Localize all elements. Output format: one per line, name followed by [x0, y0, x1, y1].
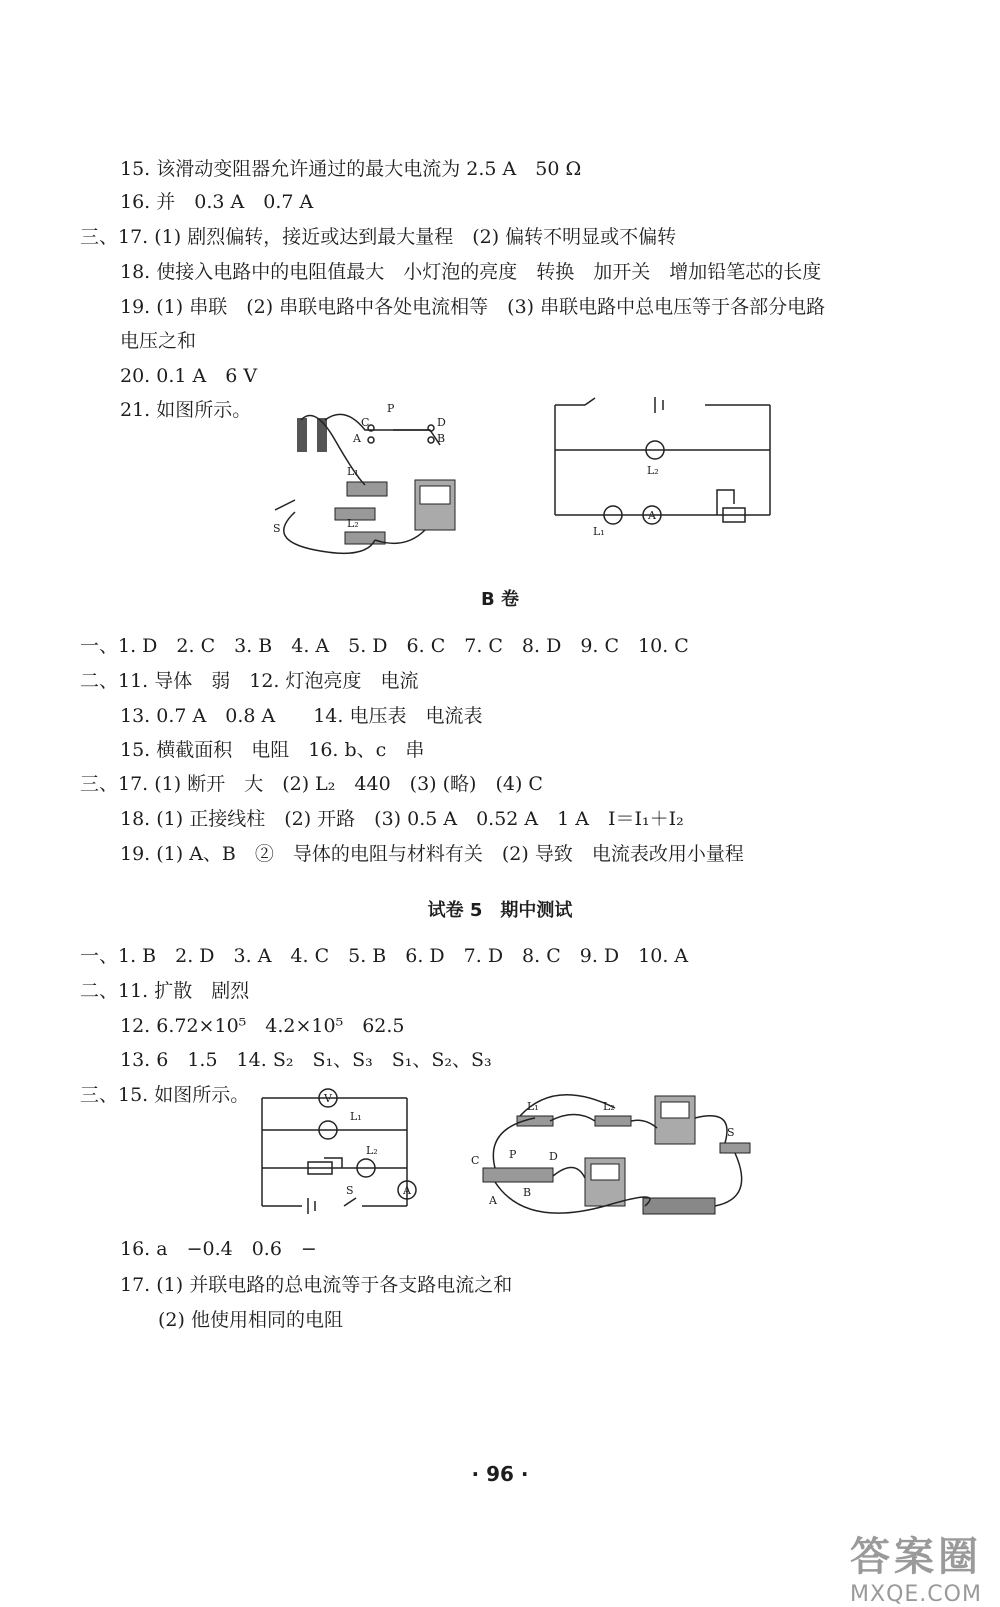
schematic15-label-s: S	[346, 1184, 354, 1197]
wiring15-label-l1: L₁	[527, 1100, 539, 1113]
b-line-5: 三、17. (1) 断开 大 (2) L₂ 440 (3) (略) (4) C	[80, 773, 543, 795]
label-c: C	[361, 416, 370, 429]
schematic15-label-ammeter: A	[403, 1184, 411, 1197]
b-line-2: 二、11. 导体 弱 12. 灯泡亮度 电流	[80, 670, 419, 692]
wiring15-label-s: S	[727, 1126, 735, 1139]
schematic15-label-l1: L₁	[350, 1110, 362, 1123]
label-s: S	[273, 522, 281, 535]
label-d: D	[437, 416, 446, 429]
watermark-logo: 答案圈	[850, 1534, 982, 1580]
answer-line-16: 16. 并 0.3 A 0.7 A	[120, 191, 314, 213]
wiring15-label-b: B	[523, 1186, 532, 1199]
watermark	[850, 1525, 982, 1607]
t5-line-4: 13. 6 1.5 14. S₂ S₁、S₃ S₁、S₂、S₃	[120, 1049, 492, 1071]
label-l2: L₂	[347, 517, 359, 530]
t5-line-16: 16. a −0.4 0.6 −	[120, 1238, 317, 1260]
schematic15-label-l2: L₂	[366, 1144, 378, 1157]
t5-line-17-cont: (2) 他使用相同的电阻	[158, 1309, 343, 1331]
schematic-label-l2: L₂	[647, 464, 659, 477]
label-p: P	[387, 402, 395, 415]
wiring15-label-a: A	[489, 1194, 497, 1207]
watermark-url: MXQE.COM	[850, 1582, 982, 1607]
answer-line-19-cont: 电压之和	[120, 330, 197, 352]
schematic-label-l1: L₁	[593, 525, 605, 538]
section-b-heading: B 卷	[481, 589, 519, 610]
schematic-15	[262, 1088, 412, 1213]
page-number: · 96 ·	[471, 1462, 529, 1486]
answer-line-19: 19. (1) 串联 (2) 串联电路中各处电流相等 (3) 串联电路中总电压等于各部分电路	[120, 296, 826, 318]
wiring15-label-p: P	[509, 1148, 517, 1161]
schematic15-label-v: V	[324, 1092, 332, 1105]
b-line-4: 15. 横截面积 电阻 16. b、c 串	[120, 739, 425, 761]
answer-line-21: 21. 如图所示。	[120, 399, 252, 421]
answer-line-18: 18. 使接入电路中的电阻值最大 小灯泡的亮度 转换 加开关 增加铅笔芯的长度	[120, 261, 822, 283]
t5-line-3: 12. 6.72×10⁵ 4.2×10⁵ 62.5	[120, 1015, 405, 1037]
label-a: A	[353, 432, 361, 445]
answer-line-17: 三、17. (1) 剧烈偏转，接近或达到最大量程 (2) 偏转不明显或不偏转	[80, 226, 677, 248]
b-line-6: 18. (1) 正接线柱 (2) 开路 (3) 0.5 A 0.52 A 1 A I＝I₁＋I₂	[120, 808, 684, 830]
test5-heading: 试卷 5 期中测试	[427, 900, 573, 921]
t5-line-5: 三、15. 如图所示。	[80, 1084, 250, 1106]
wiring15-label-l2: L₂	[603, 1100, 615, 1113]
answer-line-15: 15. 该滑动变阻器允许通过的最大电流为 2.5 A 50 Ω	[120, 158, 582, 180]
label-b: B	[437, 432, 446, 445]
t5-line-2: 二、11. 扩散 剧烈	[80, 980, 250, 1002]
b-line-3: 13. 0.7 A 0.8 A 14. 电压表 电流表	[120, 705, 483, 727]
answer-line-20: 20. 0.1 A 6 V	[120, 365, 258, 387]
label-l1: L₁	[347, 465, 359, 478]
schematic-21	[555, 400, 770, 540]
b-line-7: 19. (1) A、B ② 导体的电阻与材料有关 (2) 导致 电流表改用小量程	[120, 843, 744, 865]
schematic-label-ammeter: A	[648, 509, 656, 522]
t5-line-1: 一、1. B 2. D 3. A 4. C 5. B 6. D 7. D 8. C 9. D 10. A	[80, 945, 689, 967]
wiring15-label-d: D	[549, 1150, 558, 1163]
b-line-1: 一、1. D 2. C 3. B 4. A 5. D 6. C 7. C 8. D 9. C 10. C	[80, 635, 689, 657]
t5-line-17: 17. (1) 并联电路的总电流等于各支路电流之和	[120, 1274, 513, 1296]
wiring-diagram-15	[465, 1088, 755, 1228]
wiring-diagram-21	[255, 400, 455, 560]
wiring15-label-c: C	[471, 1154, 480, 1167]
